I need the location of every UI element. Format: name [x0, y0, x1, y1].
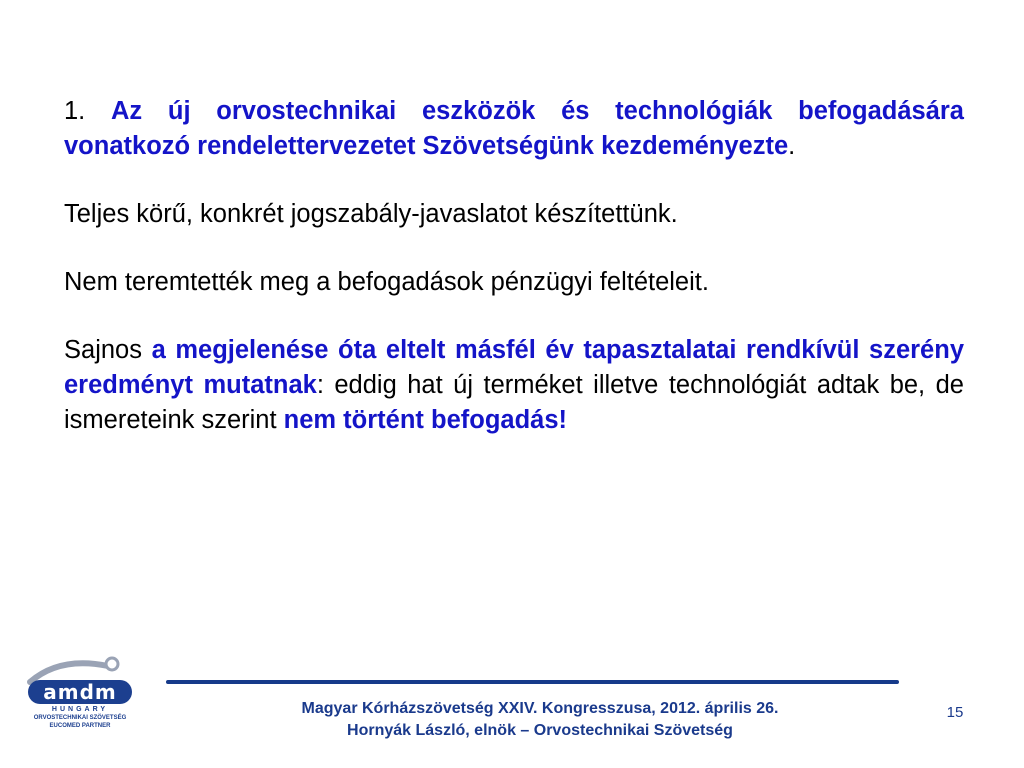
logo-association: ORVOSTECHNIKAI SZÖVETSÉG [33, 715, 127, 721]
paragraph-1 [64, 94, 964, 164]
footer-text [230, 698, 850, 742]
slide-body [64, 94, 964, 471]
page-number: 15 [946, 704, 964, 721]
paragraph-3: Nem teremtették meg a befogadások pénzügyi feltételeit. [64, 268, 709, 296]
footer-line-1: Magyar Kórházszövetség XXIV. Kongresszusa, 2012. április 26. [301, 700, 779, 717]
paragraph-4-lead: Sajnos [64, 336, 152, 364]
paragraph-1-highlight: Az új orvostechnikai eszközök és technológiák befogadására vonatkozó rendelettervezetet Szövetségünk kezdeményezte [64, 97, 964, 160]
paragraph-1-number: 1. [64, 97, 111, 125]
logo-country: HUNGARY [51, 706, 109, 713]
footer-divider [166, 680, 899, 684]
footer-line-2: Hornyák László, elnök – Orvostechnikai Szövetség [347, 722, 733, 739]
paragraph-4 [64, 333, 964, 438]
paragraph-4-highlight-1: a megjelenése óta eltelt másfél év tapasztalatai rendkívül szerény eredményt mutatnak [64, 336, 964, 399]
amdm-logo [20, 652, 140, 732]
logo-partner: EUCOMED PARTNER [49, 723, 111, 729]
logo-brand: amdm [28, 680, 132, 704]
paragraph-4-highlight-2: nem történt befogadás! [283, 406, 568, 434]
paragraph-1-tail: . [788, 132, 796, 160]
paragraph-4-middle: : eddig hat új terméket illetve technológiát adtak be, de ismereteink szerint [64, 371, 964, 434]
paragraph-2: Teljes körű, konkrét jogszabály-javaslatot készítettünk. [64, 200, 678, 228]
